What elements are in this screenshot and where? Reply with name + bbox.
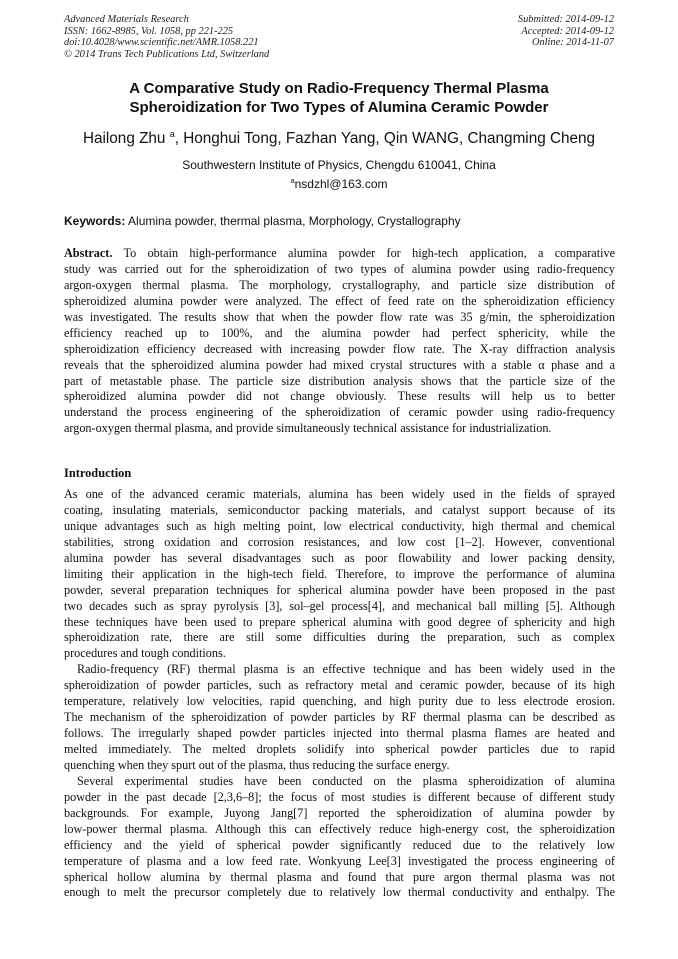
email-address: nsdzhl@163.com: [294, 177, 388, 191]
abstract-line: reveals that the spheroidized alumina powder had mixed crystal structures with a stable α phase and a: [64, 357, 615, 372]
abstract-line: [64, 246, 615, 262]
paragraph-line: enough to melt the precursor completely due to relatively low thermal conductivity and enthalpy. The: [64, 885, 615, 900]
abstract-label: Abstract.: [64, 246, 113, 260]
paragraph-line: powder, several preparation techniques for spherical alumina powder have been proposed in the past: [64, 582, 615, 597]
keywords: [64, 214, 616, 228]
paragraph-line: limiting their application in the high-tech field. Therefore, to improve the performance of alumina: [64, 566, 615, 581]
dates-header: [518, 14, 614, 49]
abstract-line: efficiency reached up to 100%, and the alumina powder had perfect sphericity, while the: [64, 325, 615, 340]
paragraph-line: powder in the past decade [2,3,6–8]; the focus of most studies is different because of different study: [64, 789, 615, 804]
paragraph-line: temperature of plasma and a low feed rate. Wonkyung Lee[3] investigated the process engineering of: [64, 853, 615, 868]
abstract-first-line-text: To obtain high-performance alumina powder for high-tech application, a comparative: [112, 246, 615, 260]
paragraph-line: low-power thermal plasma. Although this can effectively reduce high-energy cost, the spheroidization: [64, 821, 615, 836]
abstract-line: part of metastable phase. The particle size distribution analysis shows that the particle size of the: [64, 373, 615, 388]
paragraph-line: spheroidization rate, there are still some difficulties during the preparation, such as complex: [64, 630, 615, 645]
accepted-date: Accepted: 2014-09-12: [521, 25, 614, 37]
paragraph-line: follows. The irregularly shaped powder particles injected into thermal plasma flames are heated and: [64, 726, 615, 741]
paragraph-line: melted immediately. The melted droplets solidify into spherical powder particles due to rapid: [64, 742, 615, 756]
keywords-label: Keywords:: [64, 214, 126, 228]
abstract-line: spheroidization efficiency decreased with increasing powder flow rate. The X-ray diffraction analysis: [64, 341, 615, 356]
copyright-line: © 2014 Trans Tech Publications Ltd, Switzerland: [64, 48, 270, 60]
abstract: [64, 246, 615, 437]
journal-name: Advanced Materials Research: [64, 14, 189, 25]
paragraph-line: spherical hollow alumina by thermal plasma and found that pure argon thermal plasma was not: [64, 869, 615, 884]
paragraph-line: spheroidization of powder particles, such as refractory metal and ceramic powder, because of its high: [64, 678, 615, 693]
abstract-line: spheroidized alumina powder were analyzed. The effect of feed rate on the spheroidization efficiency: [64, 293, 615, 308]
paragraph-line: backgrounds. For example, Juyong Jang[7] reported the spheroidization of alumina powder by: [64, 805, 615, 820]
contact-email: [20, 177, 658, 191]
paragraph-line: procedures and tough conditions.: [64, 646, 226, 661]
abstract-line: argon-oxygen thermal plasma, and provide simultaneously technical assistance for industrialization.: [64, 421, 552, 436]
paper-title: [40, 79, 638, 117]
first-author: Hailong Zhu: [82, 130, 166, 147]
issn-line: ISSN: 1662-8985, Vol. 1058, pp 221-225: [64, 25, 234, 37]
title-line: A Comparative Study on Radio-Frequency Thermal Plasma: [129, 80, 549, 97]
keywords-text: Alumina powder, thermal plasma, Morphology, Crystallography: [125, 214, 461, 228]
paragraph-line: Radio-frequency (RF) thermal plasma is an effective technique and has been widely used in the: [77, 662, 615, 677]
affiliation: Southwestern Institute of Physics, Chengdu 610041, China: [182, 158, 496, 172]
paragraph-line: quenching when they spurt out of the plasma, thus reducing the surface energy.: [64, 757, 450, 772]
introduction-body: [64, 487, 615, 901]
online-date: Online: 2014-11-07: [531, 37, 614, 49]
paragraph-line: stabilities, strong oxidation and corrosion resistances, and low cost [1–2]. However, conventional: [64, 534, 615, 549]
paragraph-line: As one of the advanced ceramic materials, alumina has been widely used in the fields of sprayed: [64, 487, 615, 501]
title-line: Spheroidization for Two Types of Alumina Ceramic Powder: [129, 99, 549, 116]
paragraph-line: two decades such as spray pyrolysis [3], sol–gel process[4], and mechanical ball milling [5]. Although: [64, 598, 615, 613]
paragraph-line: The mechanism of the spheroidization of powder particles by RF thermal plasma can be described as: [64, 710, 615, 725]
paragraph-line: alumina powder has several disadvantages such as poor flowability and lower packing density,: [64, 550, 615, 565]
submitted-date: Submitted: 2014-09-12: [517, 14, 614, 25]
paragraph-line: these techniques have been used to prepare spherical alumina with good degree of sphericity and high: [64, 614, 615, 629]
email-marker: a: [290, 176, 295, 185]
abstract-line: study was carried out for the spheroidization of two types of alumina powder using radio-frequency: [64, 261, 615, 276]
journal-info-header: [64, 14, 269, 60]
abstract-line: argon-oxygen thermal plasma. The morphology, crystallography, and particle size distribution of: [64, 277, 615, 292]
abstract-line: spheroidized alumina powder did not change obviously. These results will help us to better: [64, 389, 615, 404]
doi-line: doi:10.4028/www.scientific.net/AMR.1058.221: [64, 37, 259, 49]
other-authors: , Honghui Tong, Fazhan Yang, Qin WANG, Changming Cheng: [174, 130, 596, 147]
paragraph-line: temperature, relatively low velocities, rapid quenching, and high purity due to less electrode erosion.: [64, 694, 615, 709]
section-heading-introduction: Introduction: [64, 466, 132, 480]
abstract-line: was investigated. The results show that when the powder flow rate was 35 g/min, the spheroidization: [64, 309, 615, 324]
abstract-line: understand the process engineering of the spheroidization of ceramic powder using radio-frequency: [64, 405, 615, 420]
affiliation-marker: a: [169, 129, 175, 139]
paragraph-line: Several experimental studies have been conducted on the plasma spheroidization of alumina: [77, 773, 615, 788]
author-list: [20, 130, 658, 148]
paragraph-line: coating, insulating materials, semiconductor packing materials, and catalyst support because of its: [64, 502, 615, 517]
paragraph-line: unique advantages such as high melting point, low electrical conductivity, high thermal and chemical: [64, 518, 615, 533]
paragraph-line: efficiency and the yield of spherical powder significantly reduced due to the relatively low: [64, 837, 615, 852]
